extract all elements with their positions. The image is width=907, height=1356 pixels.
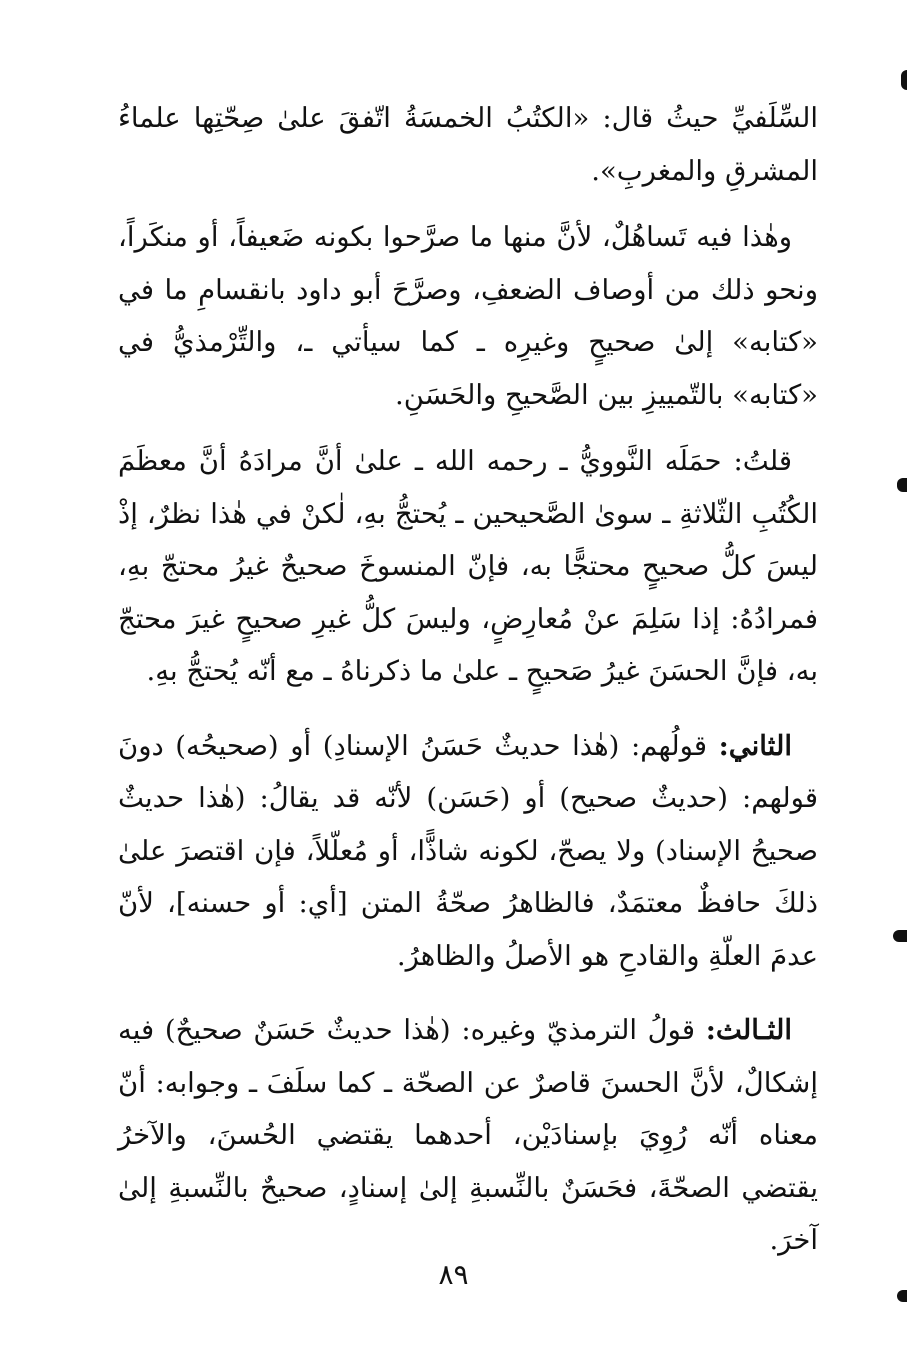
- scan-edge-mark: [901, 70, 907, 90]
- paragraph-3: [118, 435, 818, 698]
- page-number: ٨٩: [438, 1258, 469, 1291]
- paragraph-5-text: قولُ الترمذيّ وغيره: (هٰذا حديثٌ حَسَنٌ صحيحٌ) فيه إشكالٌ، لأنَّ الحسنَ قاصرٌ عن الصحّة ـ كما سلَفَ ـ وجوابه: أنّ معناه أنّه رُوِيَ بإسنادَيْن، أحدهما يقتضي الحُسنَ، والآخرُ يقتضي الصحّةَ، فحَسَنٌ بالنِّسبةِ إلىٰ إسنادٍ، صحيحٌ بالنِّسبةِ إلىٰ آخرَ.: [118, 1014, 818, 1256]
- paragraph-4: [118, 720, 818, 983]
- page-body: [118, 92, 818, 1267]
- paragraph-1-text: السِّلَفيِّ حيثُ قال: «الكتُبُ الخمسَةُ اتّفقَ علىٰ صِحّتِها علماءُ المشرقِ والمغربِ».: [118, 102, 818, 187]
- section-heading-second: الثاني:: [718, 729, 792, 762]
- paragraph-2-text: وهٰذا فيه تَساهُلٌ، لأنَّ منها ما صرَّحوا بكونه ضَعيفاً، أو منكَراً، ونحو ذلك من أوصاف الضعفِ، وصرَّحَ أبو داود بانقسامِ ما في «كتابه» إلىٰ صحيحٍ وغيرِه ـ كما سيأتي ـ، والتِّرْمذيُّ في «كتابه» بالتّمييزِ بين الصَّحيحِ والحَسَنِ.: [118, 221, 818, 411]
- paragraph-5: [118, 1004, 818, 1267]
- paragraph-2: [118, 211, 818, 421]
- scan-edge-mark: [897, 1290, 907, 1302]
- paragraph-4-text: قولُهم: (هٰذا حديثٌ حَسَنُ الإسنادِ) أو (صحيحُه) دونَ قولهم: (حديثٌ صحيح) أو (حَسَن) لأنّه قد يقالُ: (هٰذا حديثٌ صحيحُ الإسناد) ولا يصحّ، لكونه شاذًّا، أو مُعلّلاً، فإن اقتصرَ علىٰ ذلكَ حافظٌ معتمَدٌ، فالظاهرُ صحّةُ المتن [أي: أو حسنه]، لأنّ عدمَ العلّةِ والقادحِ هو الأصلُ والظاهرُ.: [118, 729, 818, 972]
- paragraph-3-text: قلتُ: حمَلَه النَّوويُّ ـ رحمه الله ـ علىٰ أنَّ مرادَهُ أنَّ معظَمَ الكُتُبِ الثّلاثةِ ـ سوىٰ الصَّحيحين ـ يُحتجُّ بهِ، لٰكنْ في هٰذا نظرٌ، إذْ ليسَ كلُّ صحيحٍ محتجًّا به، فإنّ المنسوخَ صحيحٌ غيرُ محتجّ بهِ، فمرادُهُ: إذا سَلِمَ عنْ مُعارِضٍ، وليسَ كلُّ غيرِ صحيحٍ غيرَ محتجّ به، فإنَّ الحسَنَ غيرُ صَحيحٍ ـ علىٰ ما ذكرناهُ ـ مع أنّه يُحتجُّ بهِ.: [118, 445, 818, 687]
- paragraph-1: [118, 92, 818, 197]
- scan-edge-mark: [897, 478, 907, 492]
- section-heading-third: الثـالث:: [705, 1014, 792, 1046]
- scan-edge-mark: [893, 930, 907, 942]
